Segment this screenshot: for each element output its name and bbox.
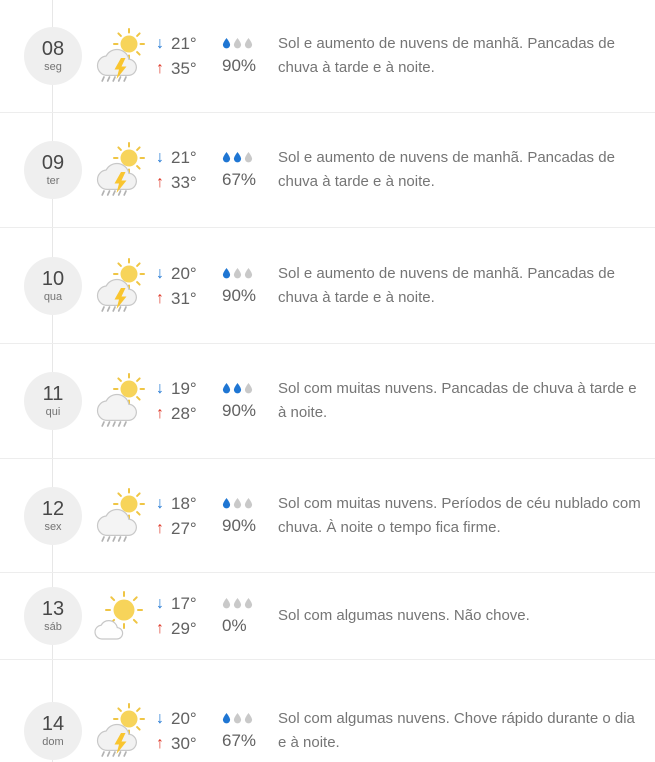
rain-chance: 90% xyxy=(222,285,257,305)
raindrop-filled-icon xyxy=(233,382,242,394)
raindrop-filled-icon xyxy=(222,382,231,394)
raindrop-filled-icon xyxy=(222,267,231,279)
precipitation-block xyxy=(214,381,278,421)
weather-rain-icon xyxy=(88,488,156,544)
rain-chance: 67% xyxy=(222,170,257,189)
max-temp: 31° xyxy=(171,288,197,308)
raindrop-empty-icon xyxy=(244,37,253,49)
raindrop-empty-icon xyxy=(233,712,242,724)
precipitation-block xyxy=(214,711,278,751)
raindrop-empty-icon xyxy=(244,597,253,609)
day-weekday: ter xyxy=(46,175,60,187)
arrow-up-icon: ↑ xyxy=(156,60,164,77)
temperature-block xyxy=(156,145,214,195)
raindrop-empty-icon xyxy=(244,267,253,279)
day-number: 12 xyxy=(41,497,65,520)
day-cell xyxy=(0,27,88,85)
forecast-description: Sol e aumento de nuvens de manhã. Pancadas de chuva à tarde e à noite. xyxy=(278,149,615,190)
day-cell xyxy=(0,141,88,199)
arrow-up-icon: ↑ xyxy=(156,519,164,537)
min-temp: 17° xyxy=(171,594,197,613)
temperature-block xyxy=(156,491,214,541)
day-number: 14 xyxy=(41,713,65,735)
day-number: 09 xyxy=(41,152,65,174)
max-temp: 28° xyxy=(171,404,197,423)
max-temp: 33° xyxy=(171,173,197,192)
arrow-down-icon: ↓ xyxy=(156,149,164,166)
raindrops-icon xyxy=(222,266,278,279)
arrow-down-icon: ↓ xyxy=(156,264,164,282)
forecast-description: Sol com algumas nuvens. Não chove. xyxy=(278,607,530,624)
raindrops-icon xyxy=(222,36,278,49)
arrow-up-icon: ↑ xyxy=(156,289,164,307)
arrow-down-icon: ↓ xyxy=(156,710,164,727)
day-circle xyxy=(24,372,82,430)
day-number: 10 xyxy=(41,267,65,290)
raindrop-empty-icon xyxy=(244,712,253,724)
precipitation-block xyxy=(214,596,278,636)
arrow-up-icon: ↑ xyxy=(156,620,164,637)
min-temp: 21° xyxy=(171,34,197,53)
weather-partly-cloudy-icon xyxy=(88,588,156,644)
raindrop-filled-icon xyxy=(222,497,231,509)
weather-storm-icon xyxy=(88,28,156,84)
min-temp: 20° xyxy=(171,709,197,728)
raindrop-filled-icon xyxy=(233,151,242,163)
arrow-down-icon: ↓ xyxy=(156,380,164,397)
raindrop-filled-icon xyxy=(222,151,231,163)
forecast-row[interactable] xyxy=(0,459,655,573)
raindrop-empty-icon xyxy=(244,382,253,394)
raindrop-empty-icon xyxy=(244,497,253,509)
forecast-description: Sol e aumento de nuvens de manhã. Pancadas de chuva à tarde e à noite. xyxy=(278,264,615,306)
day-circle xyxy=(24,27,82,85)
day-weekday: sáb xyxy=(44,621,62,633)
day-circle xyxy=(24,487,82,545)
raindrops-icon xyxy=(222,381,278,394)
day-weekday: qua xyxy=(43,290,63,303)
day-circle xyxy=(24,141,82,199)
rain-chance: 67% xyxy=(222,731,257,750)
temperature-block xyxy=(156,706,214,756)
day-weekday: sex xyxy=(44,520,62,533)
weather-storm-icon xyxy=(88,142,156,198)
arrow-up-icon: ↑ xyxy=(156,735,164,752)
precipitation-block xyxy=(214,496,278,536)
day-cell xyxy=(0,257,88,315)
weather-storm-icon xyxy=(88,258,156,314)
min-temp: 19° xyxy=(171,379,197,398)
day-cell xyxy=(0,587,88,645)
raindrop-empty-icon xyxy=(222,597,231,609)
forecast-row[interactable] xyxy=(0,660,655,762)
raindrop-empty-icon xyxy=(233,37,242,49)
max-temp: 29° xyxy=(171,619,197,638)
precipitation-block xyxy=(214,266,278,306)
raindrops-icon xyxy=(222,496,278,509)
raindrops-icon xyxy=(222,596,278,609)
raindrop-filled-icon xyxy=(222,37,231,49)
rain-chance: 90% xyxy=(222,401,257,420)
day-cell xyxy=(0,487,88,545)
day-number: 11 xyxy=(42,383,64,405)
temperature-block xyxy=(156,591,214,641)
temperature-block xyxy=(156,31,214,81)
max-temp: 30° xyxy=(171,734,197,753)
forecast-description: Sol com algumas nuvens. Chove rápido durante o dia e à noite. xyxy=(278,710,635,751)
rain-chance: 90% xyxy=(222,515,257,535)
forecast-row[interactable] xyxy=(0,0,655,113)
arrow-up-icon: ↑ xyxy=(156,405,164,422)
day-circle xyxy=(24,587,82,645)
raindrop-empty-icon xyxy=(233,497,242,509)
arrow-down-icon: ↓ xyxy=(156,35,164,52)
day-circle xyxy=(24,702,82,760)
raindrop-filled-icon xyxy=(222,712,231,724)
arrow-down-icon: ↓ xyxy=(156,494,164,512)
day-number: 13 xyxy=(41,598,65,620)
min-temp: 20° xyxy=(171,263,197,283)
raindrops-icon xyxy=(222,711,278,724)
rain-chance: 90% xyxy=(222,56,257,75)
temperature-block xyxy=(156,261,214,311)
day-cell xyxy=(0,372,88,430)
precipitation-block xyxy=(214,36,278,76)
max-temp: 27° xyxy=(171,518,197,538)
forecast-description: Sol com muitas nuvens. Pancadas de chuva à tarde e à noite. xyxy=(278,380,637,421)
min-temp: 21° xyxy=(171,148,197,167)
day-weekday: qui xyxy=(45,406,61,418)
forecast-description: Sol e aumento de nuvens de manhã. Pancadas de chuva à tarde e à noite. xyxy=(278,35,615,76)
weather-storm-icon xyxy=(88,703,156,759)
arrow-up-icon: ↑ xyxy=(156,174,164,191)
forecast-description: Sol com muitas nuvens. Períodos de céu nublado com chuva. À noite o tempo fica firme. xyxy=(278,494,641,536)
raindrop-empty-icon xyxy=(233,267,242,279)
forecast-row[interactable] xyxy=(0,573,655,660)
day-circle xyxy=(24,257,82,315)
precipitation-block xyxy=(214,150,278,190)
forecast-row[interactable] xyxy=(0,344,655,459)
raindrop-empty-icon xyxy=(233,597,242,609)
arrow-down-icon: ↓ xyxy=(156,595,164,612)
max-temp: 35° xyxy=(171,59,197,78)
forecast-row[interactable] xyxy=(0,228,655,344)
raindrop-empty-icon xyxy=(244,151,253,163)
temperature-block xyxy=(156,376,214,426)
raindrops-icon xyxy=(222,150,278,163)
day-weekday: seg xyxy=(44,61,62,73)
weather-rain-icon xyxy=(88,373,156,429)
min-temp: 18° xyxy=(171,493,197,513)
day-weekday: dom xyxy=(42,736,64,748)
rain-chance: 0% xyxy=(222,616,247,635)
day-number: 08 xyxy=(41,38,65,60)
forecast-row[interactable] xyxy=(0,113,655,228)
day-cell xyxy=(0,702,88,760)
